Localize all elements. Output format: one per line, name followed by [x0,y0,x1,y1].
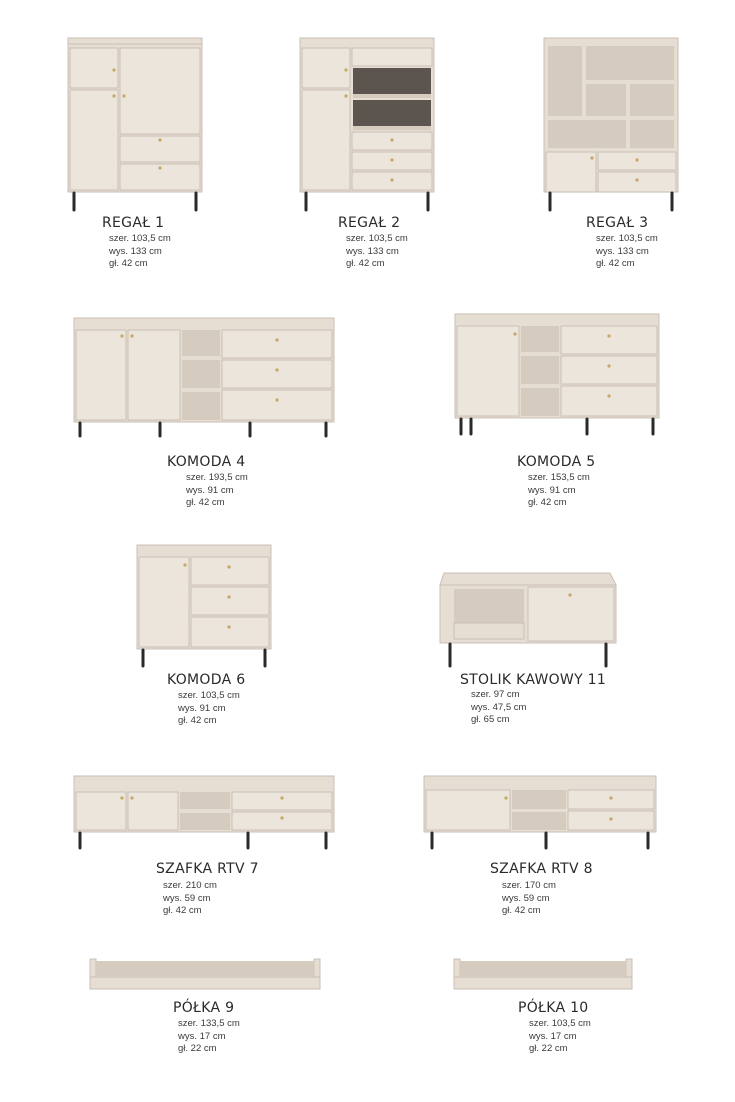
regal-2-image [298,36,438,216]
spec-width: szer. 97 cm [471,689,520,700]
spec-height: wys. 133 cm [109,245,162,257]
spec-height: wys. 91 cm [178,702,226,714]
stolik-kawowy-11-specs [471,689,526,727]
spec-depth: gł. 22 cm [178,1043,217,1054]
spec-depth: gł. 42 cm [346,258,385,269]
spec-height: wys. 17 cm [178,1030,226,1042]
stolik-kawowy-11-image [438,571,618,669]
szafka-rtv-7-image [72,774,338,852]
polka-9-specs [178,1018,240,1056]
szafka-rtv-8-image [422,774,660,852]
komoda-6-image [135,543,275,669]
spec-width: szer. 133,5 cm [178,1018,240,1029]
spec-width: szer. 153,5 cm [528,472,590,483]
polka-10-specs [529,1018,591,1056]
spec-depth: gł. 42 cm [163,905,202,916]
spec-depth: gł. 42 cm [178,715,217,726]
regal-1-image [66,36,206,216]
spec-width: szer. 103,5 cm [596,233,658,244]
komoda-6-specs [178,690,240,728]
spec-height: wys. 17 cm [529,1030,577,1042]
komoda-6-title: KOMODA 6 [167,672,246,688]
komoda-4-specs [186,472,248,510]
spec-width: szer. 103,5 cm [178,690,240,701]
spec-width: szer. 103,5 cm [109,233,171,244]
komoda-5-image [453,312,663,440]
spec-height: wys. 91 cm [528,484,576,496]
spec-width: szer. 193,5 cm [186,472,248,483]
spec-height: wys. 133 cm [596,245,649,257]
spec-height: wys. 133 cm [346,245,399,257]
regal-3-specs [596,233,658,271]
spec-depth: gł. 42 cm [596,258,635,269]
spec-height: wys. 47,5 cm [471,701,527,713]
spec-depth: gł. 42 cm [186,497,225,508]
szafka-rtv-7-title: SZAFKA RTV 7 [156,861,259,877]
spec-width: szer. 170 cm [502,880,556,891]
komoda-5-specs [528,472,590,510]
szafka-rtv-7-specs [163,880,217,918]
spec-height: wys. 91 cm [186,484,234,496]
komoda-4-title: KOMODA 4 [167,454,246,470]
regal-3-title: REGAŁ 3 [586,215,649,231]
spec-depth: gł. 42 cm [109,258,148,269]
komoda-4-image [72,316,338,440]
spec-depth: gł. 65 cm [471,714,510,725]
spec-width: szer. 103,5 cm [529,1018,591,1029]
regal-1-specs [109,233,171,271]
szafka-rtv-8-title: SZAFKA RTV 8 [490,861,593,877]
regal-1-title: REGAŁ 1 [102,215,165,231]
spec-width: szer. 103,5 cm [346,233,408,244]
polka-10-image [452,957,634,993]
regal-2-title: REGAŁ 2 [338,215,401,231]
polka-9-title: PÓŁKA 9 [173,1000,235,1016]
spec-depth: gł. 22 cm [529,1043,568,1054]
spec-depth: gł. 42 cm [502,905,541,916]
spec-height: wys. 59 cm [502,892,550,904]
polka-9-image [88,957,322,993]
spec-width: szer. 210 cm [163,880,217,891]
regal-2-specs [346,233,408,271]
spec-height: wys. 59 cm [163,892,211,904]
spec-depth: gł. 42 cm [528,497,567,508]
szafka-rtv-8-specs [502,880,556,918]
komoda-5-title: KOMODA 5 [517,454,596,470]
regal-3-image [542,36,682,216]
stolik-kawowy-11-title: STOLIK KAWOWY 11 [460,672,607,688]
polka-10-title: PÓŁKA 10 [518,1000,589,1016]
